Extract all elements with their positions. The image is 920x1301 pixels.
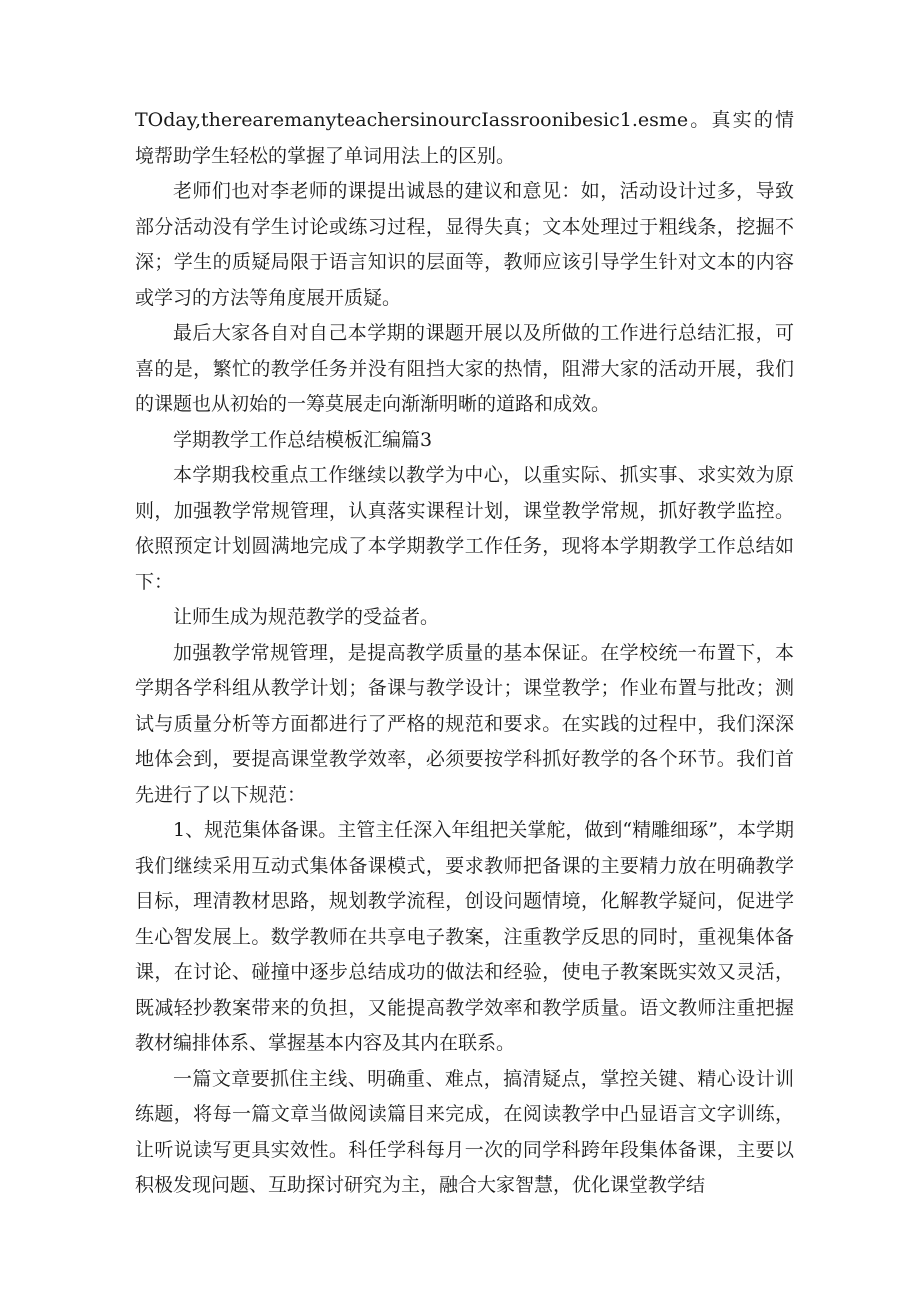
paragraph-intro: 本学期我校重点工作继续以教学为中心，以重实际、抓实事、求实效为原则，加强教学常规管理，认真落实课程计划，课堂教学常规，抓好教学监控。依照预定计划圆满地完成了本学期教学工作任务，现将本学期教学工作总结如下： [135, 464, 794, 593]
paragraph-continuation: TOday,therearemanyteachersinourcIassroonibesic1.esme。真实的情境帮助学生轻松的掌握了单词用法上的区别。 [135, 109, 794, 167]
paragraph-collective-prep: 1、规范集体备课。主管主任深入年组把关掌舵，做到“精雕细琢”，本学期我们继续采用互动式集体备课模式，要求教师把备课的主要精力放在明确教学目标，理清教材思路，规划教学流程，创设问题情境，化解教学疑问，促进学生心智发展上。数学教师在共享电子教案，注重教学反思的同时，重视集体备课，在讨论、碰撞中逐步总结成功的做法和经验，使电子教案既实效又灵活，既减轻抄教案带来的负担，又能提高教学效率和教学质量。语文教师注重把握教材编排体系、掌握基本内容及其内在联系。 [135, 819, 794, 1054]
paragraph-reading: 一篇文章要抓住主线、明确重、难点，搞清疑点，掌控关键、精心设计训练题，将每一篇文章当做阅读篇目来完成，在阅读教学中凸显语言文字训练，让听说读写更具实效性。科任学科每月一次的同学科跨年段集体备课，主要以积极发现问题、互助探讨研究为主，融合大家智慧，优化课堂教学结 [135, 1067, 794, 1196]
section-heading: 学期教学工作总结模板汇编篇3 [173, 428, 433, 451]
paragraph-management: 加强教学常规管理，是提高教学质量的基本保证。在学校统一布置下，本学期各学科组从教学计划；备课与教学设计；课堂教学；作业布置与批改；测试与质量分析等方面都进行了严格的规范和要求。在实践的过程中，我们深深地体会到，要提高课堂教学效率，必须要按学科抓好教学的各个环节。我们首先进行了以下规范： [135, 641, 794, 806]
paragraph-summary: 最后大家各自对自己本学期的课题开展以及所做的工作进行总结汇报，可喜的是，繁忙的教学任务并没有阻挡大家的热情，阻滞大家的活动开展，我们的课题也从初始的一筹莫展走向渐渐明晰的道路和成效。 [135, 322, 794, 415]
paragraph-subtitle: 让师生成为规范教学的受益者。 [173, 606, 440, 628]
document-page [135, 103, 794, 1204]
paragraph-suggestions: 老师们也对李老师的课提出诚恳的建议和意见：如，活动设计过多，导致部分活动没有学生讨论或练习过程，显得失真；文本处理过于粗线条，挖掘不深；学生的质疑局限于语言知识的层面等，教师应该引导学生针对文本的内容或学习的方法等角度展开质疑。 [135, 180, 794, 309]
